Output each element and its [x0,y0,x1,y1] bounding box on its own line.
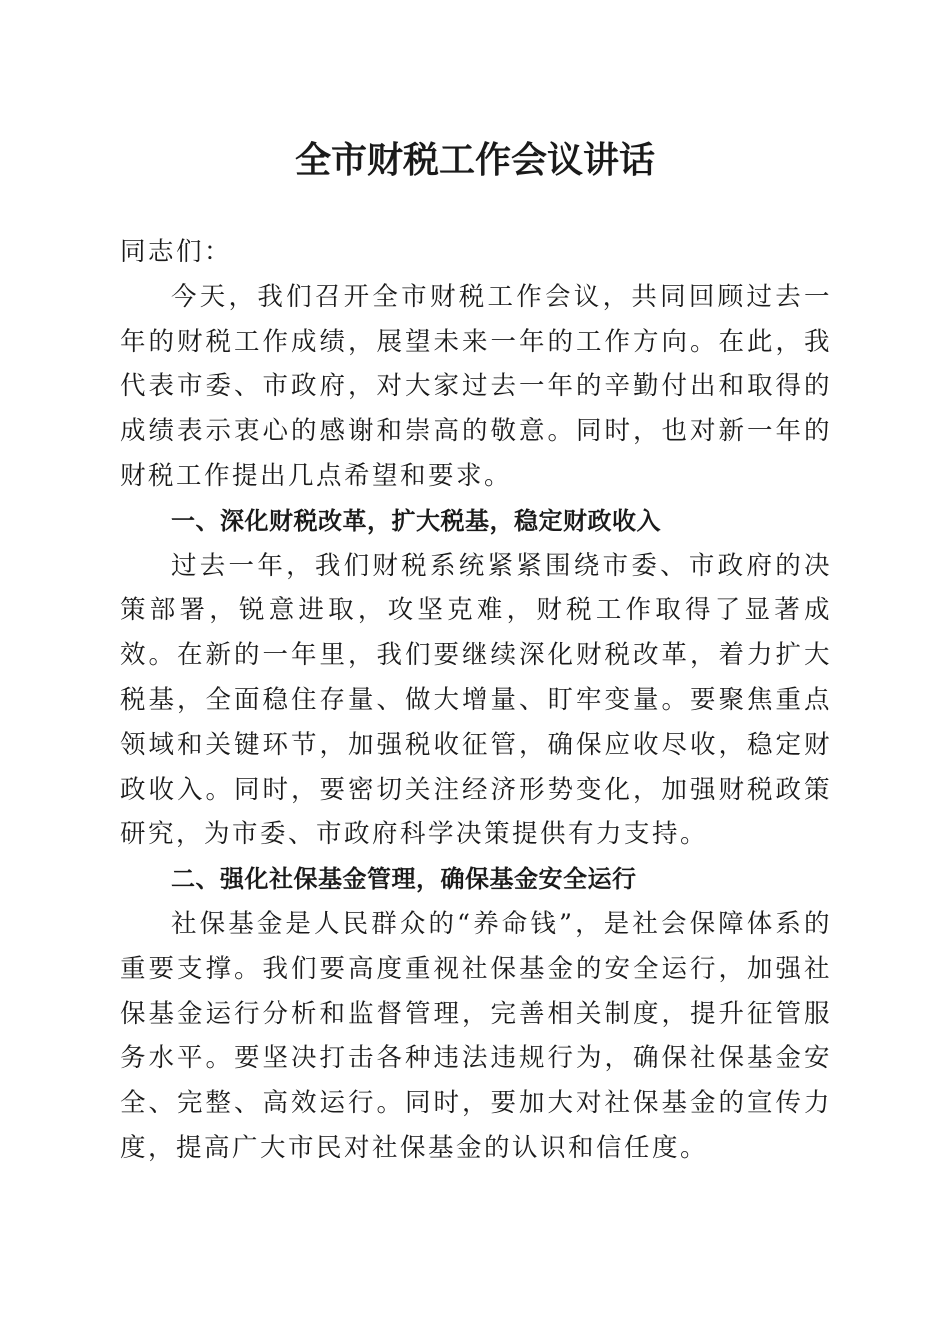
salutation: 同志们： [120,237,233,267]
document-title: 全市财税工作会议讲话 [294,139,655,181]
document-body [120,230,832,1171]
section-heading-1: 一、深化财税改革，扩大税基，稳定财政收入 [171,506,661,535]
intro-paragraph: 今天，我们召开全市财税工作会议，共同回顾过去一年的财税工作成绩，展望未来一年的工作方向。在此，我代表市委、市政府，对大家过去一年的辛勤付出和取得的成绩表示衷心的感谢和崇高的敬意。同时，也对新一年的财税工作提出几点希望和要求。 [120,281,832,491]
section-heading-2: 二、强化社保基金管理，确保基金安全运行 [171,865,637,894]
section-paragraph-1: 过去一年，我们财税系统紧紧围绕市委、市政府的决策部署，锐意进取，攻坚克难，财税工作取得了显著成效。在新的一年里，我们要继续深化财税改革，着力扩大税基，全面稳住存量、做大增量、盯牢变量。要聚焦重点领域和关键环节，加强税收征管，确保应收尽收，稳定财政收入。同时，要密切关注经济形势变化，加强财税政策研究，为市委、市政府科学决策提供有力支持。 [120,550,832,850]
section-paragraph-2: 社保基金是人民群众的“养命钱”，是社会保障体系的重要支撑。我们要高度重视社保基金的安全运行，加强社保基金运行分析和监督管理，完善相关制度，提升征管服务水平。要坚决打击各种违法违规行为，确保社保基金安全、完整、高效运行。同时，要加大对社保基金的宣传力度，提高广大市民对社保基金的认识和信任度。 [120,908,832,1163]
